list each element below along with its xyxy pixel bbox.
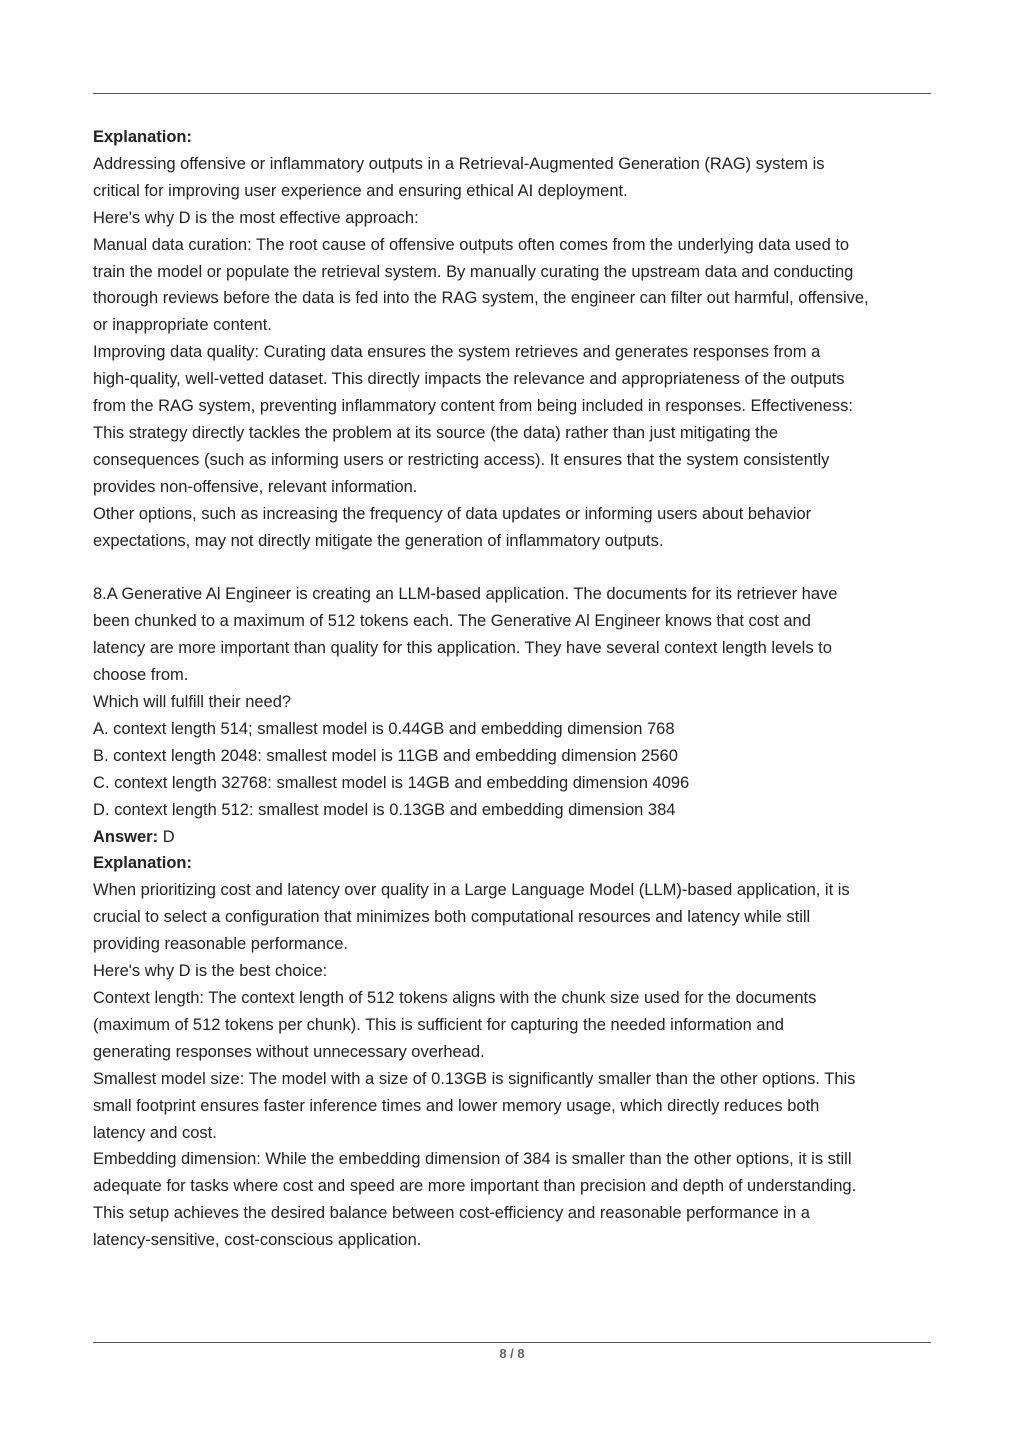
text-line: This setup achieves the desired balance between cost-efficiency and reasonable performance in a <box>93 1204 810 1223</box>
text-line: Here's why D is the best choice: <box>93 962 328 981</box>
answer-options <box>93 716 943 824</box>
text-line: C. context length 32768: smallest model is 14GB and embedding dimension 4096 <box>93 773 690 792</box>
text-line: Improving data quality: Curating data ensures the system retrieves and generates responses from a <box>93 343 821 362</box>
text-line: provides non-offensive, relevant information. <box>93 477 418 496</box>
text-line: latency are more important than quality for this application. They have several context length levels to <box>93 639 832 658</box>
answer-value: D <box>158 827 175 846</box>
text-line: Context length: The context length of 512 tokens aligns with the chunk size used for the documents <box>93 988 817 1007</box>
text-line: latency and cost. <box>93 1123 217 1142</box>
text-line: generating responses without unnecessary overhead. <box>93 1042 485 1061</box>
text-line: adequate for tasks where cost and speed are more important than precision and depth of understanding. <box>93 1177 857 1196</box>
explanation-1-body <box>93 151 943 555</box>
text-line: or inappropriate content. <box>93 316 272 335</box>
text-line: Addressing offensive or inflammatory outputs in a Retrieval-Augmented Generation (RAG) system is <box>93 154 825 173</box>
text-line: Embedding dimension: While the embedding dimension of 384 is smaller than the other options, it is still <box>93 1150 852 1169</box>
text-line: A. context length 514; smallest model is 0.44GB and embedding dimension 768 <box>93 719 675 738</box>
text-line: thorough reviews before the data is fed into the RAG system, the engineer can filter out harmful, offensive, <box>93 289 869 308</box>
text-line: Other options, such as increasing the frequency of data updates or informing users about behavior <box>93 504 812 523</box>
text-line: Smallest model size: The model with a size of 0.13GB is significantly smaller than the other options. This <box>93 1069 856 1088</box>
explanation-heading: Explanation: <box>93 854 193 873</box>
text-line: been chunked to a maximum of 512 tokens each. The Generative Al Engineer knows that cost and <box>93 612 811 631</box>
page-content <box>93 124 943 1254</box>
text-line: This strategy directly tackles the problem at its source (the data) rather than just mitigating the <box>93 423 779 442</box>
footer-rule <box>93 1342 931 1343</box>
text-line: Which will fulfill their need? <box>93 693 292 712</box>
text-line: high-quality, well-vetted dataset. This directly impacts the relevance and appropriateness of the outputs <box>93 370 845 389</box>
text-line: D. context length 512: smallest model is 0.13GB and embedding dimension 384 <box>93 800 676 819</box>
text-line: consequences (such as informing users or restricting access). It ensures that the system consistently <box>93 450 830 469</box>
text-line: choose from. <box>93 666 189 685</box>
text-line: When prioritizing cost and latency over quality in a Large Language Model (LLM)-based application, it is <box>93 881 850 900</box>
page-number: 8 / 8 <box>499 1346 525 1361</box>
text-line: 8.A Generative Al Engineer is creating an LLM-based application. The documents for its retriever have <box>93 585 838 604</box>
text-line: crucial to select a configuration that minimizes both computational resources and latency while still <box>93 908 811 927</box>
text-line: from the RAG system, preventing inflammatory content from being included in responses. Effectiveness: <box>93 397 853 416</box>
explanation-heading: Explanation: <box>93 128 193 146</box>
text-line: small footprint ensures faster inference times and lower memory usage, which directly reduces both <box>93 1096 820 1115</box>
explanation-2-body <box>93 877 943 1254</box>
text-line: Here's why D is the most effective approach: <box>93 208 419 227</box>
text-line: Manual data curation: The root cause of offensive outputs often comes from the underlying data used to <box>93 235 850 254</box>
text-line: providing reasonable performance. <box>93 935 348 954</box>
text-line: train the model or populate the retrieval system. By manually curating the upstream data and conducting <box>93 262 854 281</box>
text-line: B. context length 2048: smallest model is 11GB and embedding dimension 2560 <box>93 746 678 765</box>
answer-line <box>93 824 943 851</box>
text-line: critical for improving user experience and ensuring ethical AI deployment. <box>93 181 628 200</box>
text-line: latency-sensitive, cost-conscious application. <box>93 1231 422 1250</box>
answer-label: Answer: <box>93 827 159 846</box>
paragraph-gap <box>93 555 943 582</box>
question-8-text <box>93 581 943 716</box>
header-rule <box>93 93 931 94</box>
text-line: expectations, may not directly mitigate the generation of inflammatory outputs. <box>93 531 664 550</box>
text-line: (maximum of 512 tokens per chunk). This is sufficient for capturing the needed information and <box>93 1015 784 1034</box>
